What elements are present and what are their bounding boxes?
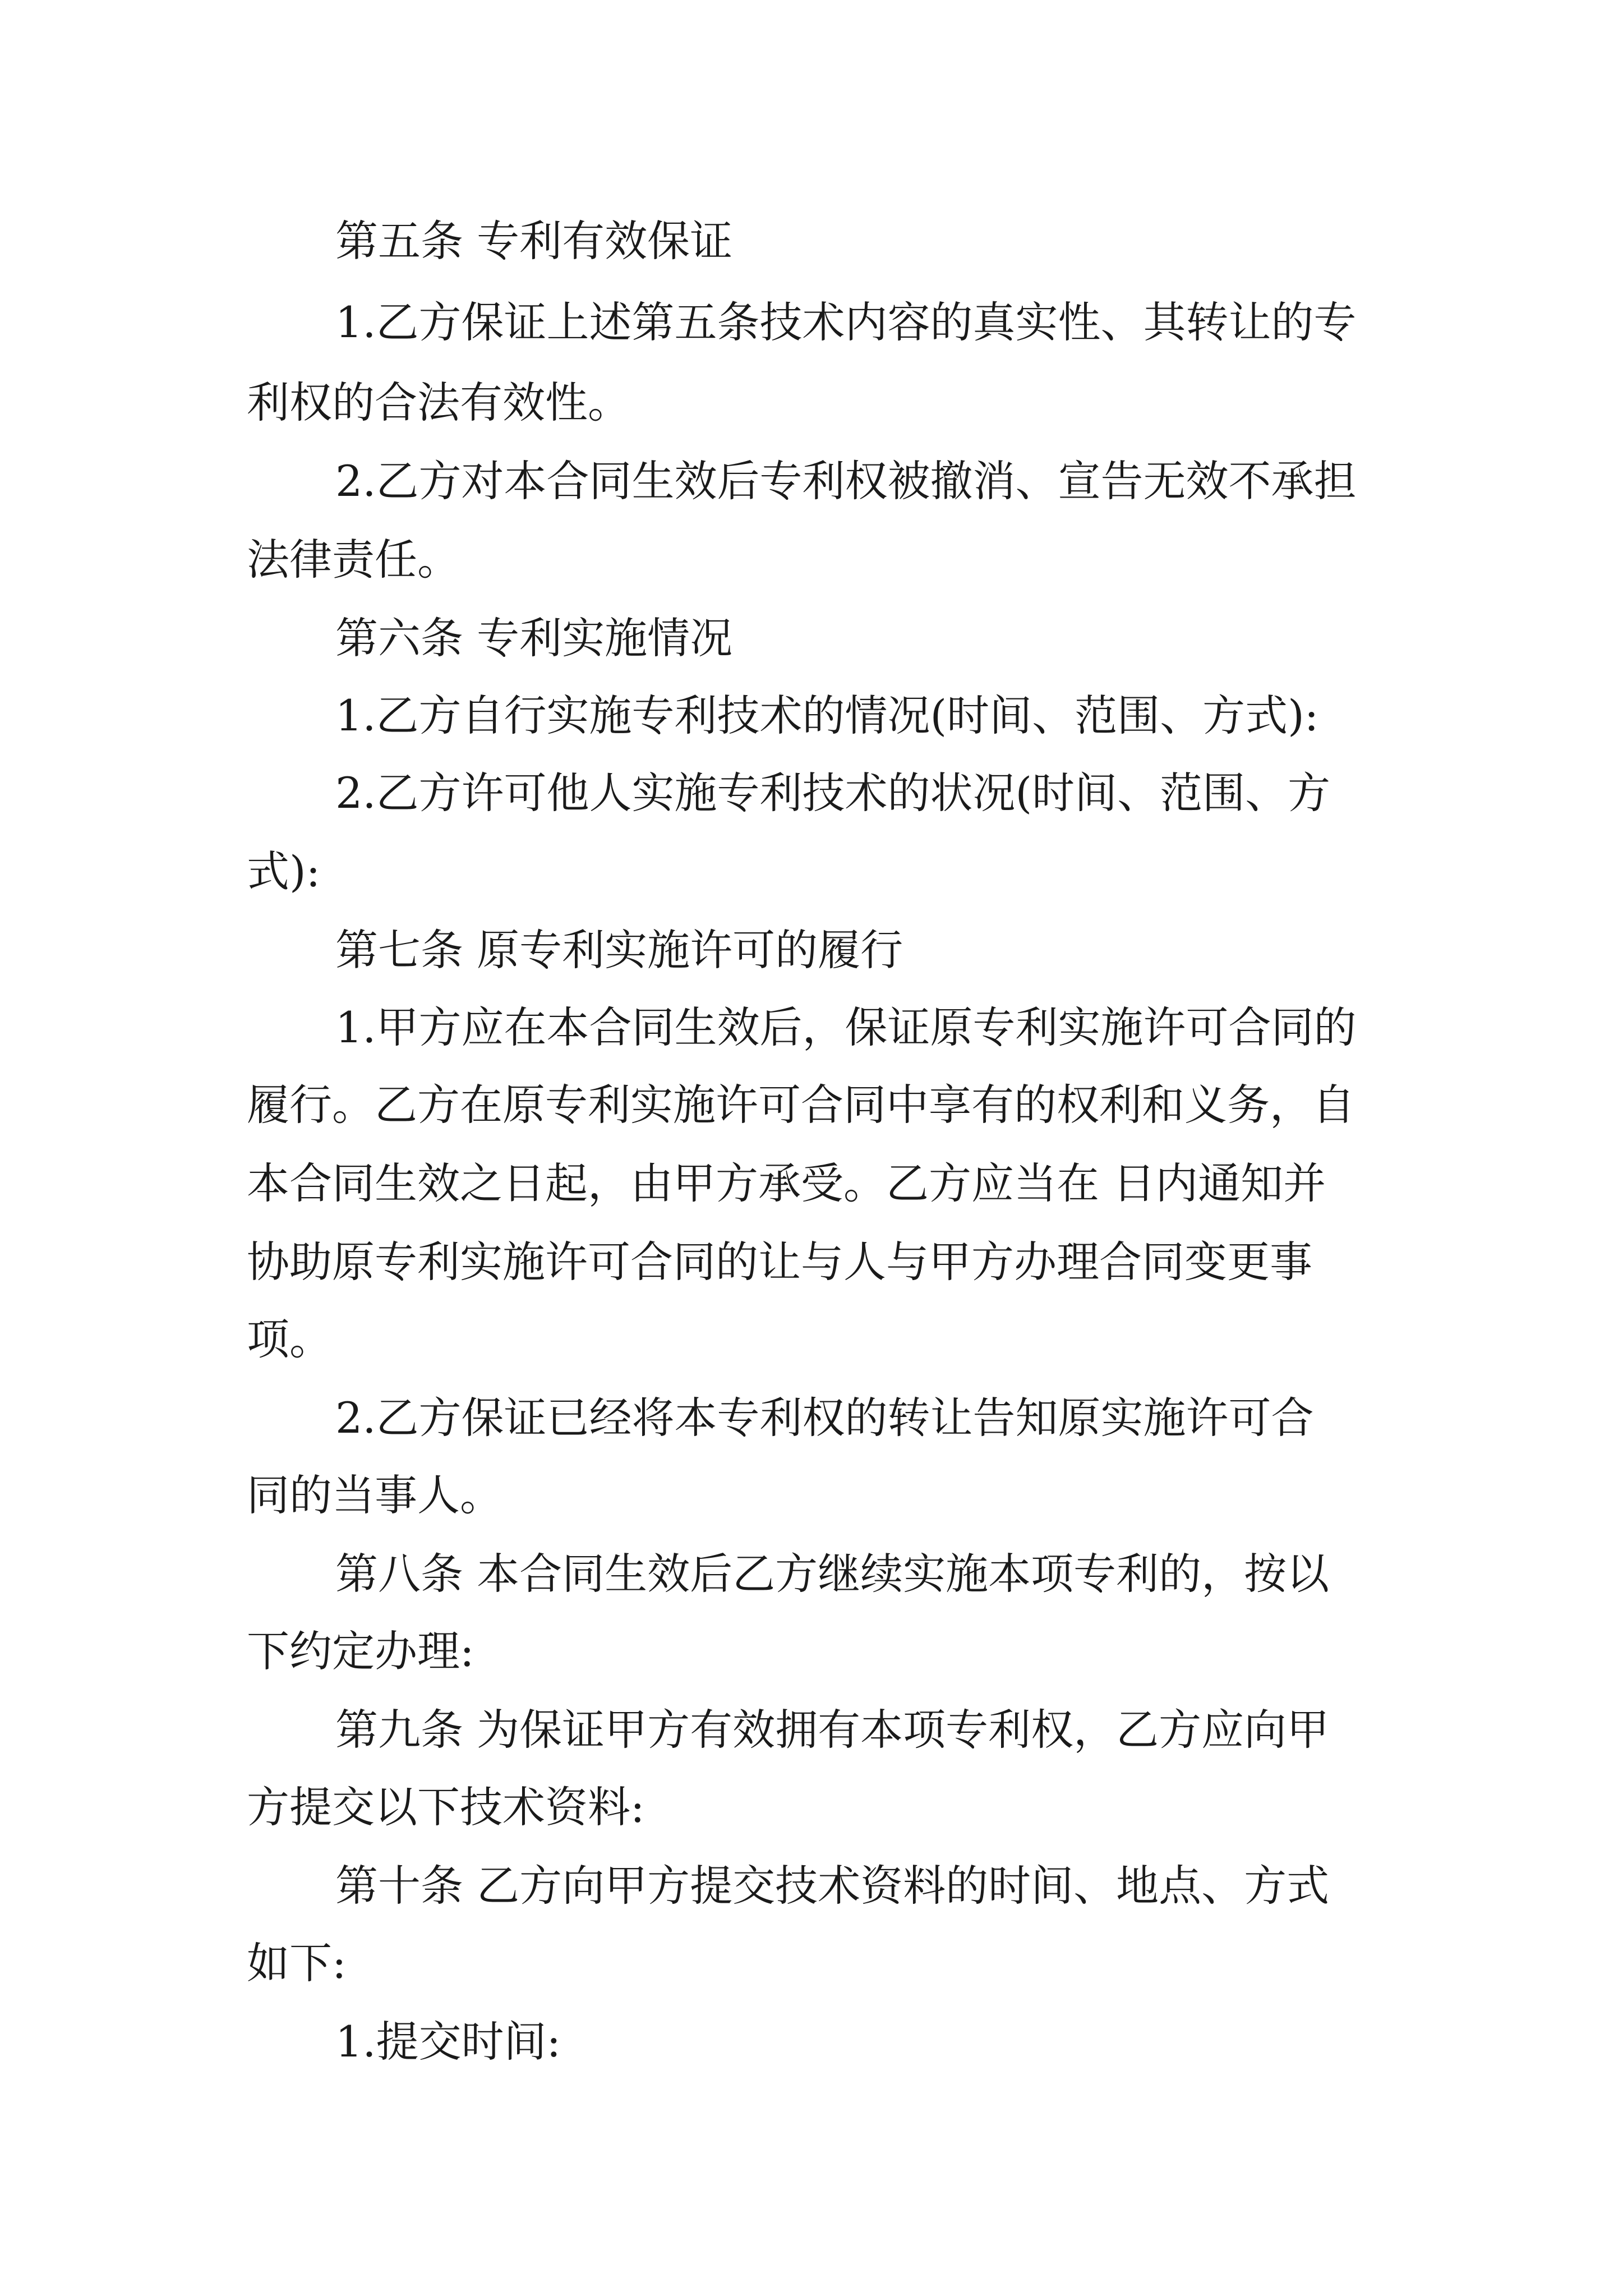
paragraph-line: 本合同生效之日起，由甲方承受。乙方应当在 日内通知并 bbox=[247, 1158, 1326, 1208]
paragraph-line: 1.甲方应在本合同生效后，保证原专利实施许可合同的 bbox=[335, 1002, 1357, 1052]
paragraph-line: 项。 bbox=[247, 1314, 332, 1364]
paragraph-line: 1.提交时间: bbox=[335, 2017, 561, 2067]
paragraph-line: 2.乙方许可他人实施专利技术的状况(时间、范围、方 bbox=[335, 768, 1331, 818]
paragraph-line: 式): bbox=[247, 846, 321, 896]
paragraph-line: 2.乙方保证已经将本专利权的转让告知原实施许可合 bbox=[335, 1393, 1314, 1443]
paragraph-line: 方提交以下技术资料: bbox=[247, 1782, 645, 1832]
paragraph-line: 下约定办理: bbox=[247, 1626, 474, 1676]
paragraph-line: 协助原专利实施许可合同的让与人与甲方办理合同变更事 bbox=[247, 1237, 1312, 1287]
paragraph-line: 法律责任。 bbox=[247, 535, 460, 585]
article-7-heading: 第七条 原专利实施许可的履行 bbox=[335, 925, 903, 975]
paragraph-line: 如下: bbox=[247, 1938, 347, 1988]
paragraph-line: 同的当事人。 bbox=[247, 1470, 502, 1520]
paragraph-line: 利权的合法有效性。 bbox=[247, 378, 630, 427]
article-9-heading: 第九条 为保证甲方有效拥有本项专利权，乙方应向甲 bbox=[335, 1705, 1330, 1755]
paragraph-line: 2.乙方对本合同生效后专利权被撤消、宣告无效不承担 bbox=[335, 456, 1357, 506]
paragraph-line: 履行。乙方在原专利实施许可合同中享有的权利和义务，自 bbox=[247, 1080, 1355, 1130]
article-8-heading: 第八条 本合同生效后乙方继续实施本项专利的，按以 bbox=[335, 1549, 1330, 1599]
article-10-heading: 第十条 乙方向甲方提交技术资料的时间、地点、方式 bbox=[335, 1861, 1330, 1911]
article-6-heading: 第六条 专利实施情况 bbox=[335, 613, 733, 663]
article-5-heading: 第五条 专利有效保证 bbox=[335, 216, 733, 266]
paragraph-line: 1.乙方保证上述第五条技术内容的真实性、其转让的专 bbox=[335, 297, 1357, 347]
paragraph-line: 1.乙方自行实施专利技术的情况(时间、范围、方式): bbox=[335, 691, 1319, 740]
